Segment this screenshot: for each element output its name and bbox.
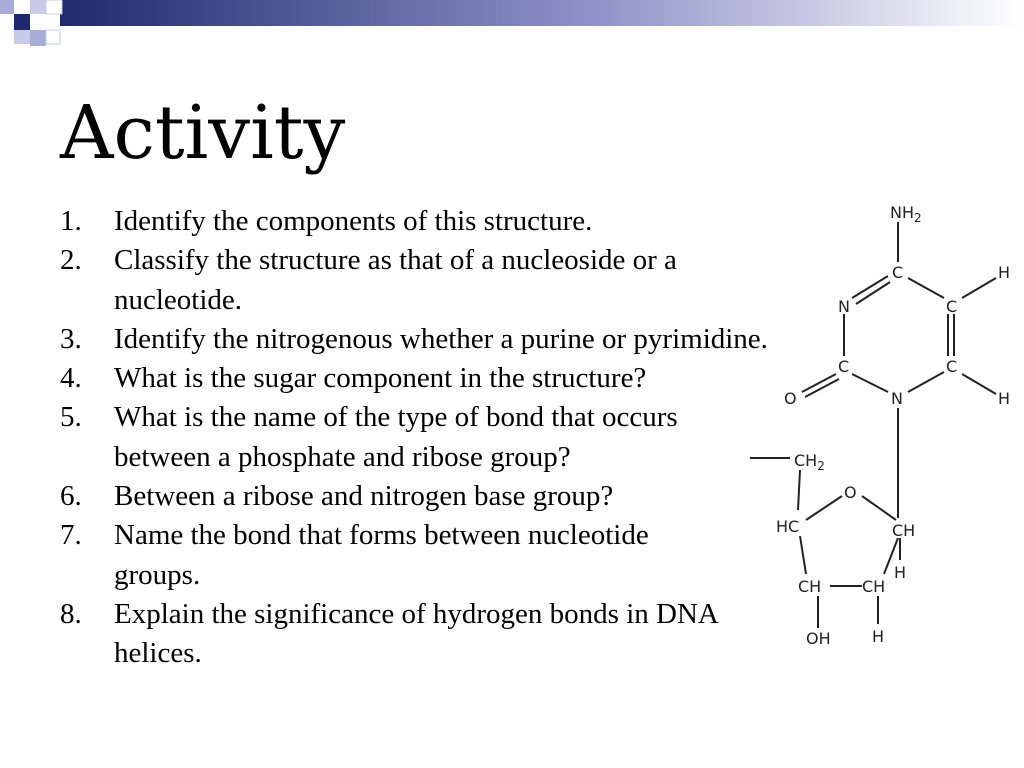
header-gradient-bar <box>60 0 1024 26</box>
deco-square <box>14 14 30 30</box>
label-ch-right: CH <box>892 521 916 540</box>
item-number: 6. <box>60 480 82 513</box>
item-text: Between a ribose and nitrogen base group? <box>114 480 614 513</box>
label-c6: C <box>946 357 958 376</box>
label-h-below: H <box>894 563 907 582</box>
item-text: Name the bond that forms between nucleotide groups. <box>114 519 649 591</box>
label-hc: HC <box>776 517 800 536</box>
label-ch2: $CH_2$ <box>794 451 825 473</box>
item-number: 5. <box>60 401 82 434</box>
label-ch-mid: CH <box>862 577 886 596</box>
deco-square <box>46 0 62 14</box>
item-text: Classify the structure as that of a nucleoside or a nucleotide. <box>114 244 677 316</box>
question-list <box>60 202 780 674</box>
bond-c4-c5 <box>908 278 944 298</box>
item-number: 3. <box>60 322 82 355</box>
list-item <box>60 359 780 398</box>
item-text: Explain the significance of hydrogen bonds in DNA helices. <box>114 597 718 670</box>
label-n1: N <box>891 389 903 408</box>
item-text: Identify the components of this structure. <box>114 205 593 237</box>
deco-square <box>14 30 30 44</box>
list-item <box>60 202 780 241</box>
bond-ch2-c4prime <box>798 470 800 510</box>
label-ch-left: CH <box>798 577 822 596</box>
deco-square <box>0 0 14 14</box>
label-nh2: $NH_2$ <box>890 203 922 225</box>
label-c4: C <box>892 263 904 282</box>
deco-square <box>46 30 60 44</box>
item-number: 1. <box>60 205 82 237</box>
list-item <box>60 320 780 359</box>
label-c5: C <box>946 297 958 316</box>
item-number: 7. <box>60 519 82 552</box>
list-item <box>60 516 674 595</box>
nucleoside-structure-diagram <box>740 190 1024 670</box>
label-oh: OH <box>806 629 831 648</box>
label-h-right: H <box>998 389 1011 408</box>
list-item <box>60 398 714 477</box>
label-n3: N <box>838 297 850 316</box>
item-text: Identify the nitrogenous whether a purine or pyrimidine. <box>114 322 768 355</box>
item-number: 8. <box>60 597 82 630</box>
list-item <box>60 595 780 674</box>
item-number: 2. <box>60 244 82 277</box>
deco-square <box>30 30 46 46</box>
list-item <box>60 241 780 320</box>
list-item <box>60 477 780 516</box>
bond-n1-c6 <box>908 372 944 392</box>
label-h-bottom: H <box>872 627 885 646</box>
bond-c4prime-o <box>806 496 842 520</box>
bond-c6-h <box>962 374 996 394</box>
label-o: O <box>784 389 797 408</box>
bond-c4prime-c3prime <box>800 536 806 574</box>
slide-title: Activity <box>60 90 346 176</box>
item-text: What is the name of the type of bond that occurs between a phosphate and ribose group? <box>114 401 678 473</box>
header-decoration <box>0 0 1024 70</box>
item-number: 4. <box>60 362 82 395</box>
label-h-top: H <box>998 263 1011 282</box>
deco-square <box>30 0 46 14</box>
item-text: What is the sugar component in the structure? <box>114 362 647 395</box>
bond-o-c1prime <box>862 496 896 520</box>
bond-c2-n1 <box>852 374 888 392</box>
label-c2: C <box>838 357 850 376</box>
label-ring-o: O <box>844 483 857 502</box>
bond-c5-h <box>962 278 996 298</box>
